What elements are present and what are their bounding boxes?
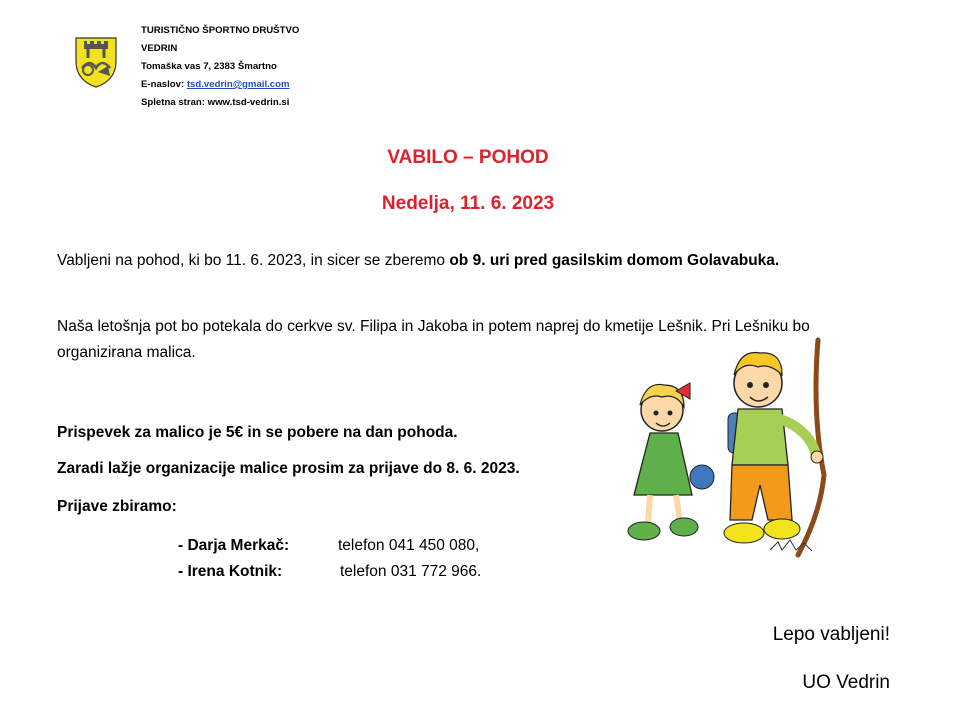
paragraph-meeting [57,248,857,274]
org-name: TURISTIČNO ŠPORTNO DRUŠTVO [141,25,300,36]
contact-row [178,537,479,555]
event-date-title: Nedelja, 11. 6. 2023 [381,193,555,214]
org-name-line2: VEDRIN [141,43,178,54]
organization-header [141,22,299,112]
paragraph-signup: Prijave zbiramo: [57,498,177,515]
org-email-line [141,76,299,94]
closing-signature: UO Vedrin [802,672,890,693]
contact-row [178,563,481,581]
org-address: Tomaška vas 7, 2383 Šmartno [141,61,277,72]
closing-greeting: Lepo vabljeni! [772,624,890,645]
contact-name: - Darja Merkač: [178,537,290,554]
paragraph-route: Naša letošnja pot bo potekala do cerkve sv. Filipa in Jakoba in potem naprej do kmetije Lešnik. Pri Lešniku bo organizirana malica. [57,318,810,361]
meeting-place: ob 9. uri pred gasilskim domom Golavabuka. [449,252,780,269]
contact-phone: telefon 041 450 080, [338,537,480,554]
email-link[interactable]: tsd.vedrin@gmail.com [186,79,290,90]
society-coat-of-arms [74,36,118,88]
email-label: E-naslov: [141,79,187,90]
contact-phone: telefon 031 772 966. [340,563,482,580]
invitation-title: VABILO – POHOD [387,147,549,168]
hiking-kids-illustration [620,335,845,560]
org-website: Spletna stran: www.tsd-vedrin.si [141,97,290,108]
contact-name: - Irena Kotnik: [178,563,283,580]
paragraph-fee: Prispevek za malico je 5€ in se pobere na dan pohoda. [57,424,458,441]
paragraph-deadline: Zaradi lažje organizacije malice prosim za prijave do 8. 6. 2023. [57,460,520,477]
meeting-text: Vabljeni na pohod, ki bo 11. 6. 2023, in sicer se zberemo [57,252,450,269]
